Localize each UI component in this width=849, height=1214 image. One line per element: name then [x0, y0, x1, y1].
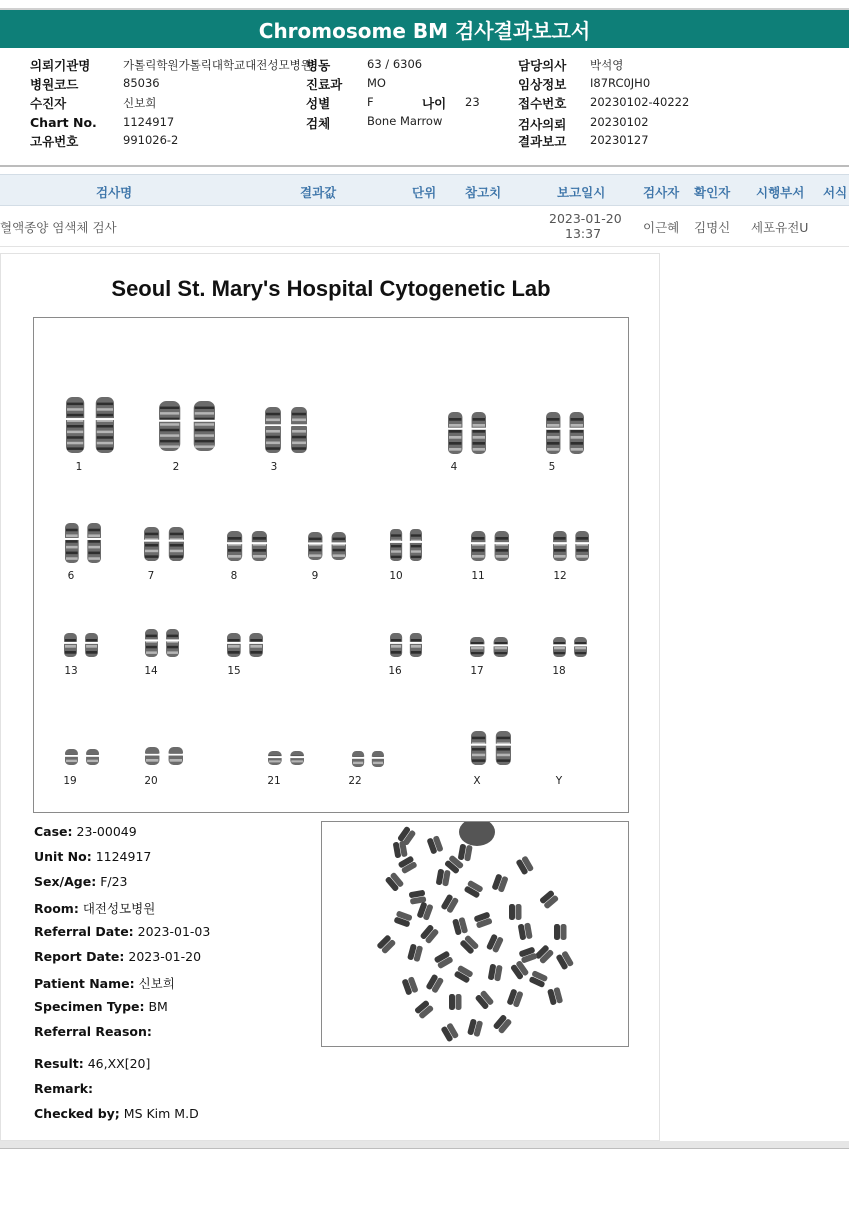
unit-line: Unit No: 1124917 [34, 849, 152, 864]
chromosome-label: 7 [147, 570, 155, 582]
report-date-label: 결과보고 [518, 134, 567, 149]
chromosome-2 [159, 400, 215, 452]
row-checker: 김명신 [694, 220, 731, 235]
chromosome-20 [145, 746, 183, 766]
row-report-time: 13:37 [565, 226, 602, 241]
chromosome-18 [553, 636, 587, 658]
chromosome-label: Y [555, 775, 563, 787]
report-date-line: Report Date: 2023-01-20 [34, 949, 202, 964]
remark-line: Remark: [34, 1081, 94, 1096]
chromosome-label: 9 [311, 570, 319, 582]
hospital-code: 85036 [123, 76, 160, 90]
row-report-date: 2023-01-20 [549, 211, 622, 226]
room-line: Room: 대전성모병원 [34, 901, 156, 916]
chromosome-11 [471, 530, 509, 562]
report-title-bar [0, 8, 849, 48]
unique-no-label: 고유번호 [30, 134, 79, 149]
checked-by-line: Checked by; MS Kim M.D [34, 1106, 199, 1121]
request-date-label: 검사의뢰 [518, 117, 567, 132]
chromosome-label: 18 [552, 665, 566, 677]
col-test-name[interactable]: 검사명 [96, 185, 133, 200]
patient-info-panel [0, 52, 849, 165]
specimen: Bone Marrow [367, 114, 443, 128]
chromosome-label: 16 [388, 665, 402, 677]
patient-name: 신보희 [123, 96, 157, 110]
ward-label: 병동 [306, 58, 331, 73]
chromosome-label: 21 [267, 775, 281, 787]
chromosome-X [471, 730, 511, 766]
ward: 63 / 6306 [367, 57, 423, 71]
chromosome-22 [352, 750, 384, 768]
metaphase-image [321, 821, 629, 1047]
result-table-header [0, 174, 849, 206]
unique-no: 991026-2 [123, 133, 179, 147]
table-row[interactable] [0, 207, 849, 247]
chromosome-label: 6 [67, 570, 75, 582]
chromosome-label: 1 [75, 461, 83, 473]
col-unit[interactable]: 단위 [412, 185, 437, 200]
department-label: 진료과 [306, 77, 343, 92]
chromosome-label: 19 [63, 775, 77, 787]
age: 23 [465, 95, 480, 109]
chromosome-13 [64, 632, 98, 658]
chromosome-1 [66, 396, 114, 454]
hospital-code-label: 병원코드 [30, 77, 79, 92]
chromosome-label: 17 [470, 665, 484, 677]
chromosome-label: 20 [144, 775, 158, 787]
referring-institution-label: 의뢰기관명 [30, 58, 91, 73]
patient-name-line: Patient Name: 신보희 [34, 976, 175, 991]
referring-institution: 가톨릭학원가톨릭대학교대전성모병원 [123, 58, 312, 72]
result-line: Result: 46,XX[20] [34, 1056, 151, 1071]
karyotype-report [0, 253, 660, 1141]
lab-title: Seoul St. Mary's Hospital Cytogenetic Lab [111, 276, 551, 301]
clinical-info-label: 임상정보 [518, 77, 567, 92]
col-report-datetime[interactable]: 보고일시 [557, 185, 606, 200]
referral-date-line: Referral Date: 2023-01-03 [34, 924, 211, 939]
chromosome-17 [470, 636, 508, 658]
request-date: 20230102 [590, 115, 649, 129]
chromosome-3 [265, 406, 307, 454]
chromosome-7 [144, 526, 184, 562]
col-checker[interactable]: 확인자 [694, 185, 731, 200]
chromosome-14 [145, 628, 179, 658]
chromosome-9 [308, 531, 346, 561]
col-reference[interactable]: 참고치 [465, 185, 502, 200]
chromosome-16 [390, 632, 422, 658]
bottom-scrollbar [0, 1141, 849, 1149]
sex: F [367, 95, 374, 109]
chromosome-label: X [473, 775, 481, 787]
karyogram-image [33, 317, 629, 813]
report-date: 20230127 [590, 133, 649, 147]
chromosome-19 [65, 748, 99, 766]
chromosome-6 [65, 522, 101, 564]
sexage-line: Sex/Age: F/23 [34, 874, 128, 889]
col-result[interactable]: 결과값 [300, 185, 337, 200]
chromosome-label: 12 [553, 570, 567, 582]
physician: 박석영 [590, 58, 624, 72]
chromosome-12 [553, 530, 589, 562]
row-department: 세포유전U [751, 220, 809, 235]
chart-no: 1124917 [123, 115, 175, 129]
chromosome-label: 11 [471, 570, 485, 582]
department: MO [367, 76, 386, 90]
chromosome-label: 2 [172, 461, 180, 473]
chromosome-label: 14 [144, 665, 158, 677]
specimen-line: Specimen Type: BM [34, 999, 168, 1014]
clinical-info: I87RC0JH0 [590, 76, 651, 90]
chromosome-5 [546, 411, 584, 455]
chromosome-label: 22 [348, 775, 362, 787]
receipt-no-label: 접수번호 [518, 96, 567, 111]
col-tester[interactable]: 검사자 [643, 185, 680, 200]
chart-no-label: Chart No. [30, 115, 97, 130]
divider [0, 165, 849, 167]
chromosome-label: 13 [64, 665, 78, 677]
specimen-label: 검체 [306, 116, 331, 131]
col-form[interactable]: 서식 [823, 185, 848, 200]
chromosome-label: 8 [230, 570, 238, 582]
age-label: 나이 [422, 96, 447, 111]
chromosome-4 [448, 411, 486, 455]
receipt-no: 20230102-40222 [590, 95, 690, 109]
col-department[interactable]: 시행부서 [756, 185, 805, 200]
report-title: Chromosome BM 검사결과보고서 [258, 18, 591, 43]
chromosome-label: 10 [389, 570, 403, 582]
row-tester: 이근혜 [643, 220, 680, 235]
case-line: Case: 23-00049 [34, 824, 137, 839]
sex-label: 성별 [306, 96, 331, 111]
chromosome-8 [227, 530, 267, 562]
chromosome-21 [268, 750, 304, 766]
chromosome-label: 5 [548, 461, 556, 473]
patient-name-label: 수진자 [30, 96, 67, 111]
physician-label: 담당의사 [518, 58, 567, 73]
chromosome-label: 3 [270, 461, 278, 473]
chromosome-label: 15 [227, 665, 241, 677]
chromosome-15 [227, 632, 263, 658]
row-test-name: 혈액종양 염색체 검사 [0, 220, 117, 235]
chromosome-10 [390, 528, 422, 562]
referral-reason-line: Referral Reason: [34, 1024, 152, 1039]
chromosome-label: 4 [450, 461, 458, 473]
